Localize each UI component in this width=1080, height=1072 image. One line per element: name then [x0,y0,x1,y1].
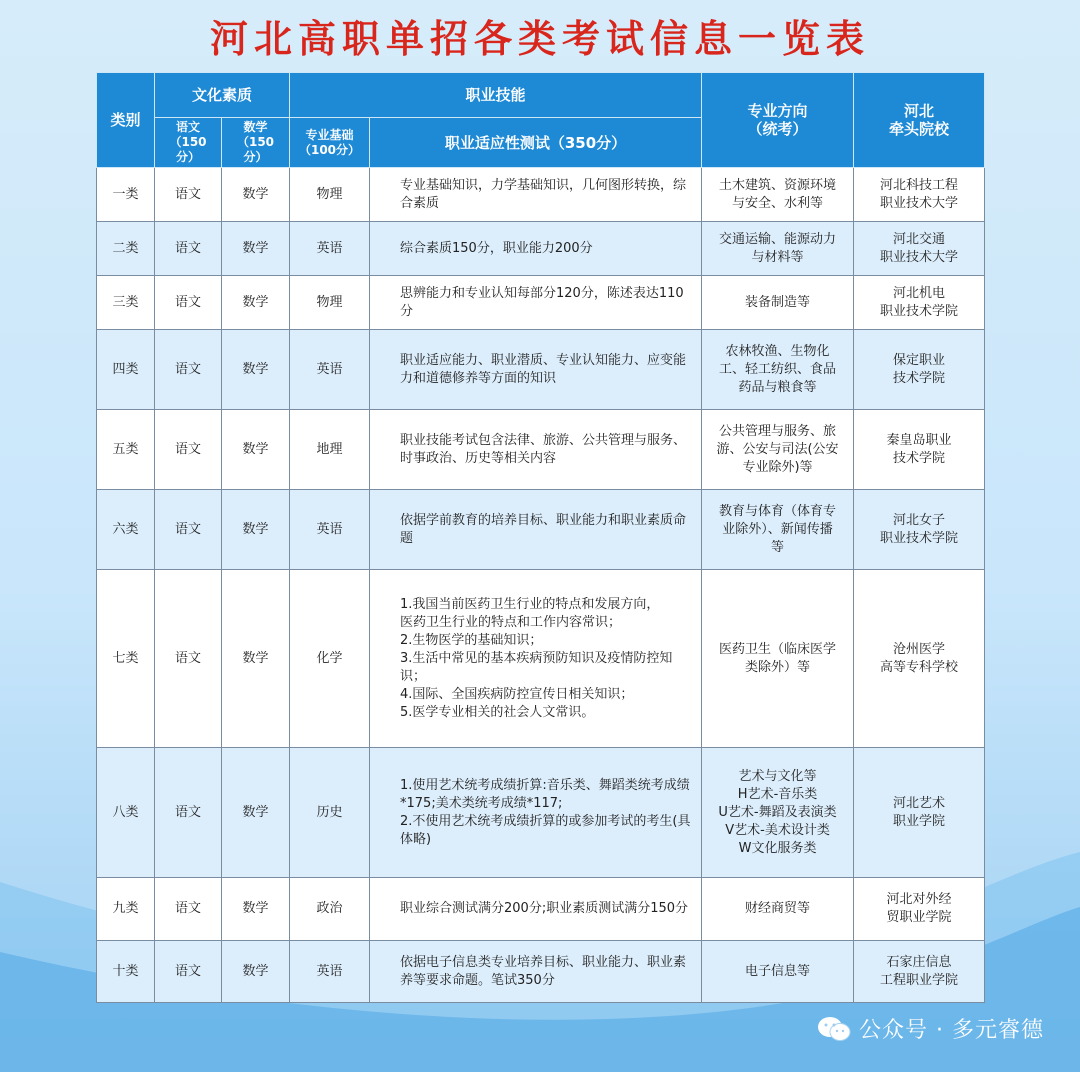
basic-subject-cell: 英语 [290,941,370,1003]
math-cell: 数学 [222,490,290,570]
basic-subject-cell: 历史 [290,748,370,878]
chinese-cell: 语文 [155,168,222,222]
aptitude-test-cell: 1.我国当前医药卫生行业的特点和发展方向， 医药卫生行业的特点和工作内容常识； 2.生物医学的基础知识； 3.生活中常见的基本疾病预防知识及疫情防控知识； 4.国际、全国疾病防控宣传日相关知识； 5.医学专业相关的社会人文常识。 [370,570,702,748]
basic-subject-cell: 英语 [290,330,370,410]
category-cell: 七类 [97,570,155,748]
chinese-cell: 语文 [155,410,222,490]
header-chinese: 语文 （150分） [155,118,222,168]
aptitude-test-cell: 1.使用艺术统考成绩折算:音乐类、舞蹈类统考成绩*175;美术类统考成绩*117; 2.不使用艺术统考成绩折算的或参加考试的考生(具体略) [370,748,702,878]
chinese-cell: 语文 [155,748,222,878]
direction-cell: 土木建筑、资源环境与安全、水利等 [702,168,854,222]
aptitude-test-cell: 依据学前教育的培养目标、职业能力和职业素质命题 [370,490,702,570]
header-aptitude: 职业适应性测试（350分） [370,118,702,168]
basic-subject-cell: 化学 [290,570,370,748]
chinese-cell: 语文 [155,941,222,1003]
aptitude-test-cell: 依据电子信息类专业培养目标、职业能力、职业素养等要求命题。笔试350分 [370,941,702,1003]
direction-cell: 电子信息等 [702,941,854,1003]
aptitude-test-cell: 职业技能考试包含法律、旅游、公共管理与服务、时事政治、历史等相关内容 [370,410,702,490]
basic-subject-cell: 英语 [290,222,370,276]
chinese-cell: 语文 [155,490,222,570]
category-cell: 六类 [97,490,155,570]
aptitude-test-cell: 思辨能力和专业认知每部分120分，陈述表达110分 [370,276,702,330]
lead-school-cell: 河北女子 职业技术学院 [854,490,985,570]
lead-school-cell: 河北艺术 职业学院 [854,748,985,878]
lead-school-cell: 河北对外经 贸职业学院 [854,878,985,941]
math-cell: 数学 [222,410,290,490]
table-row [97,410,985,490]
table-row [97,941,985,1003]
header-lead-school: 河北 牵头院校 [854,73,985,168]
direction-cell: 艺术与文化等 H艺术-音乐类 U艺术-舞蹈及表演类 V艺术-美术设计类 W文化服务类 [702,748,854,878]
math-cell: 数学 [222,570,290,748]
header-direction: 专业方向 （统考） [702,73,854,168]
basic-subject-cell: 英语 [290,490,370,570]
table-row [97,222,985,276]
table-row [97,168,985,222]
lead-school-cell: 河北机电 职业技术学院 [854,276,985,330]
chinese-cell: 语文 [155,222,222,276]
direction-cell: 医药卫生（临床医学类除外）等 [702,570,854,748]
category-cell: 十类 [97,941,155,1003]
category-cell: 五类 [97,410,155,490]
category-cell: 八类 [97,748,155,878]
aptitude-test-cell: 职业适应能力、职业潜质、专业认知能力、应变能力和道德修养等方面的知识 [370,330,702,410]
table-row [97,490,985,570]
table-row [97,330,985,410]
lead-school-cell: 沧州医学 高等专科学校 [854,570,985,748]
math-cell: 数学 [222,276,290,330]
chinese-cell: 语文 [155,330,222,410]
direction-cell: 财经商贸等 [702,878,854,941]
category-cell: 九类 [97,878,155,941]
exam-info-table [96,72,985,1003]
direction-cell: 装备制造等 [702,276,854,330]
category-cell: 一类 [97,168,155,222]
math-cell: 数学 [222,748,290,878]
table-row [97,570,985,748]
direction-cell: 农林牧渔、生物化工、轻工纺织、食品药品与粮食等 [702,330,854,410]
chinese-cell: 语文 [155,878,222,941]
lead-school-cell: 河北科技工程 职业技术大学 [854,168,985,222]
math-cell: 数学 [222,168,290,222]
chinese-cell: 语文 [155,276,222,330]
basic-subject-cell: 物理 [290,276,370,330]
basic-subject-cell: 物理 [290,168,370,222]
math-cell: 数学 [222,941,290,1003]
table-row [97,878,985,941]
category-cell: 四类 [97,330,155,410]
wechat-icon [817,1016,851,1042]
basic-subject-cell: 政治 [290,878,370,941]
lead-school-cell: 石家庄信息 工程职业学院 [854,941,985,1003]
header-math: 数学 （150分） [222,118,290,168]
lead-school-cell: 保定职业 技术学院 [854,330,985,410]
table-row [97,276,985,330]
watermark-text: 公众号 · 多元睿德 [859,1018,1044,1043]
header-basic: 专业基础 （100分） [290,118,370,168]
header-category: 类别 [97,73,155,168]
header-skills: 职业技能 [290,73,702,118]
math-cell: 数学 [222,878,290,941]
table-row [97,748,985,878]
aptitude-test-cell: 综合素质150分，职业能力200分 [370,222,702,276]
chinese-cell: 语文 [155,570,222,748]
direction-cell: 交通运输、能源动力与材料等 [702,222,854,276]
aptitude-test-cell: 职业综合测试满分200分;职业素质测试满分150分 [370,878,702,941]
header-culture: 文化素质 [155,73,290,118]
lead-school-cell: 秦皇岛职业 技术学院 [854,410,985,490]
category-cell: 三类 [97,276,155,330]
lead-school-cell: 河北交通 职业技术大学 [854,222,985,276]
aptitude-test-cell: 专业基础知识，力学基础知识，几何图形转换，综合素质 [370,168,702,222]
page-title: 河北高职单招各类考试信息一览表 [209,16,870,61]
watermark [817,1013,1044,1044]
math-cell: 数学 [222,222,290,276]
math-cell: 数学 [222,330,290,410]
direction-cell: 公共管理与服务、旅游、公安与司法(公安专业除外)等 [702,410,854,490]
basic-subject-cell: 地理 [290,410,370,490]
direction-cell: 教育与体育（体育专业除外）、新闻传播等 [702,490,854,570]
category-cell: 二类 [97,222,155,276]
